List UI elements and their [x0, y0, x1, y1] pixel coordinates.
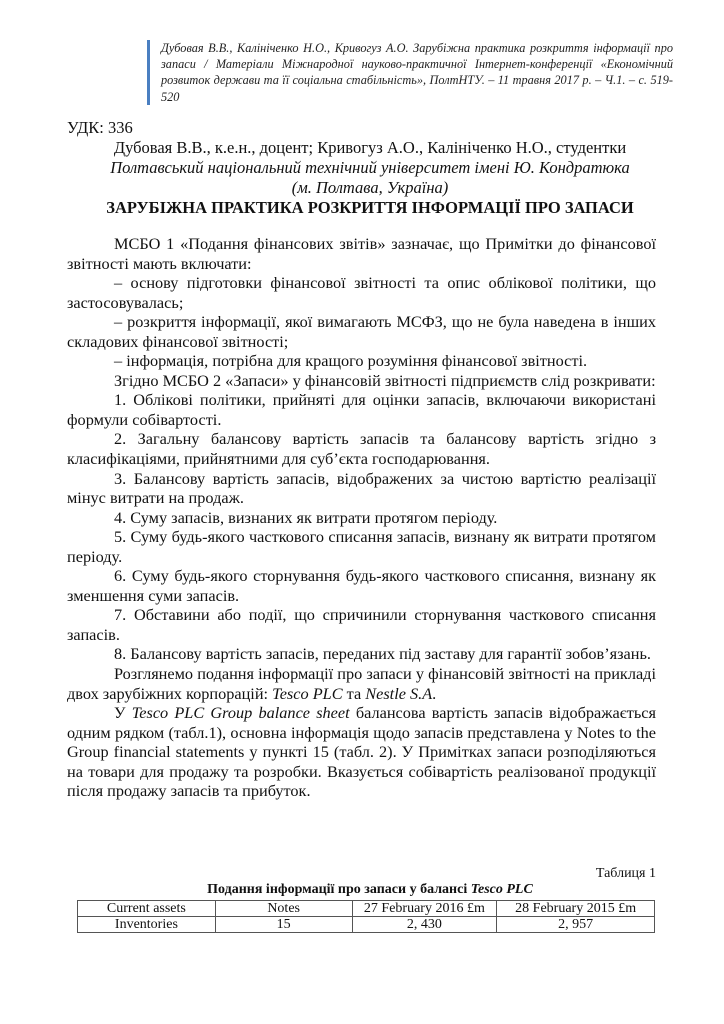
table-cell: Inventories — [78, 917, 216, 933]
company-name: Tesco PLC — [272, 683, 343, 703]
table-header-row — [78, 901, 655, 917]
authors-line: Дубовая В.В., к.е.н., доцент; Кривогуз А.О., Калініченко Н.О., студентки — [113, 138, 627, 157]
udk-code: УДК: 336 — [67, 118, 133, 137]
text: балансова вартість запасів відображається одним рядком (табл.1), основна інформація щодо запасів представлена у Notes to the Group financial statements у пункті 15 (табл. 2). У Примітках запаси розподіляються на товари для продажу та розробки. Вказується собівартість реалізованої продукції після продажу запасів та прибуток. — [67, 703, 656, 801]
inventory-table — [77, 900, 655, 933]
citation-block: Дубовая В.В., Калініченко Н.О., Кривогуз А.О. Зарубіжна практика розкриття інформації про запаси / Матеріали Міжнародної науково-практичної Інтернет-конференції «Економічний розвиток держави та її соціальна стабільність», ПолтНТУ. – 11 травня 2017 р. – Ч.1. – с. 519-520 — [147, 40, 673, 105]
paragraph-tesco — [67, 703, 656, 801]
city-line: (м. Полтава, Україна) — [291, 178, 449, 197]
list-item-numbered: 1. Облікові політики, прийняті для оцінки запасів, включаючи використані формули собівартості. — [67, 390, 656, 429]
paper-title: ЗАРУБІЖНА ПРАКТИКА РОЗКРИТТЯ ІНФОРМАЦІЇ ПРО ЗАПАСИ — [106, 198, 634, 217]
text: Розглянемо подання інформації про запаси у фінансовій звітності на прикладі двох зарубіжних корпорацій: — [67, 664, 656, 703]
list-item-numbered: 5. Суму будь-якого часткового списання запасів, визнану як витрати протягом періоду. — [67, 527, 656, 566]
table-cell: 2, 430 — [352, 917, 497, 933]
body-text — [67, 234, 656, 801]
header-cell: Notes — [215, 901, 352, 917]
caption-company: Tesco PLC — [470, 882, 533, 897]
list-item-dash: – основу підготовки фінансової звітності та опис облікової політики, що застосовувалась; — [67, 273, 656, 312]
caption-text: Подання інформації про запаси у балансі — [207, 882, 471, 897]
paragraph-ias2: Згідно МСБО 2 «Запаси» у фінансовій звітності підприємств слід розкривати: — [114, 370, 656, 390]
paragraph-intro: МСБО 1 «Подання фінансових звітів» зазначає, що Примітки до фінансової звітності мають включати: — [67, 234, 656, 273]
list-item-numbered: 3. Балансову вартість запасів, відображених за чистою вартістю реалізації мінус витрати на продаж. — [67, 468, 656, 508]
university-line: Полтавський національний технічний університет імені Ю. Кондратюка — [110, 158, 630, 177]
italic-term: Tesco PLC Group balance sheet — [131, 703, 350, 723]
list-item-numbered: 4. Суму запасів, визнаних як витрати протягом періоду. — [114, 507, 498, 527]
table-cell: 2, 957 — [497, 917, 655, 933]
header-cell: Current assets — [78, 901, 216, 917]
table-label: Таблиця 1 — [595, 866, 656, 881]
list-item-numbered: 7. Обставини або події, що спричинили сторнування часткового списання запасів. — [67, 605, 656, 644]
list-item-numbered: 8. Балансову вартість запасів, переданих під заставу для гарантії зобов’язань. — [114, 644, 651, 664]
table-row — [78, 917, 655, 933]
paragraph-examples — [67, 664, 656, 703]
list-item-dash: – інформація, потрібна для кращого розуміння фінансової звітності. — [114, 351, 588, 371]
table-caption — [60, 882, 680, 898]
text: У — [114, 703, 132, 723]
company-name: Nestle S.A — [365, 683, 433, 703]
text: та — [342, 683, 366, 703]
text: . — [432, 683, 437, 703]
header-cell: 28 February 2015 £m — [497, 901, 655, 917]
list-item-numbered: 6. Суму будь-якого сторнування будь-якого часткового списання, визнану як зменшення суми запасів. — [67, 566, 656, 605]
header-cell: 27 February 2016 £m — [352, 901, 497, 917]
list-item-numbered: 2. Загальну балансову вартість запасів та балансову вартість згідно з класифікаціями, прийнятними для суб’єкта господарювання. — [67, 429, 656, 469]
table-cell: 15 — [215, 917, 352, 933]
list-item-dash: – розкриття інформації, якої вимагають МСФЗ, що не була наведена в інших складових фінансової звітності; — [67, 312, 656, 351]
